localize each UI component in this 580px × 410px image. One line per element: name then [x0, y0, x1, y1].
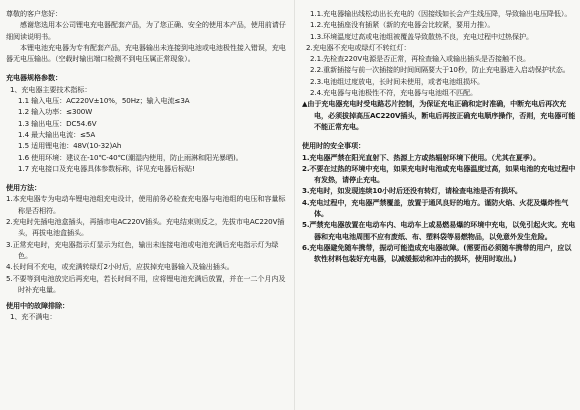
fault-item: 2.3.电池组过度放电，长时间未使用，或者电池组损坏。	[310, 76, 484, 86]
spec-title: 充电器规格参数：	[6, 73, 62, 83]
intro-paragraph-2: 本锂电池充电器为专有配套产品，充电器输出未连接到电池或电池极性接入错误，充电器无电压输出。（空载时输出端口检测不到电压属正常现象）。	[6, 42, 286, 64]
safety-item: 4.充电过程中，充电器严禁覆盖，放置于通风良好的地方。谨防火焰、火花及爆炸性气体。	[302, 197, 569, 219]
spec-subtitle: 1、充电器主要技术指标：	[10, 84, 92, 94]
spec-item: 1.4 最大输出电流：≤5A	[18, 129, 96, 139]
fault-subtitle: 1、充不满电：	[10, 312, 57, 322]
fault-item: 2.1.先检查220V电源是否正常，再检查输入或输出插头是否接触不良。	[310, 54, 530, 64]
warning-note: ▲由于充电器充电时受电路芯片控制，为保证充电正确和定时准确，中断充电后再次充电，必须拔掉高压AC220V插头，断电后再按正确充电顺序操作，否则，充电器可能不能正常充电。	[302, 99, 576, 131]
safety-item: 5.严禁充电器放置在电动车内、电动车上或易燃易爆的环境中充电，以免引起火灾。充电器和充电电池周围不应有废纸、布、塑料袋等易燃物品，以免意外发生危险。	[302, 220, 576, 241]
greeting: 尊敬的客户您好：	[6, 9, 62, 18]
spec-item: 1.6 使用环境：建议在-10℃-40℃(潮湿内使用，防止雨淋和阳光暴晒)。	[18, 152, 243, 162]
fault-item: 2.4.充电器与电池极性不符，充电器与电池组不匹配。	[310, 88, 477, 98]
spec-item: 1.7 充电接口及充电器具体参数标称，详见充电器后标贴!	[18, 163, 195, 173]
usage-item: 1.本充电器专为电动车锂电池组充电设计，使用前务必检查充电器与电池组的电压和容量标称是否相符。	[6, 194, 286, 215]
safety-item: 3.充电时，如发现连续10小时后还没有转灯，请检查电池是否有损坏。	[302, 186, 522, 196]
fault-item: 1.1.充电器输出线松动出长充电的（因接线如长会产生线压降，导致输出电压降低）。	[310, 9, 572, 18]
usage-item: 5.不要等到电池放完后再充电，若长时间不用，应将锂电池充满后放置，并在一二个月内及时补充电量。	[6, 273, 286, 294]
safety-item: 2.不要在过热的环境中充电，如果充电时电池或充电器温度过高，如果电池的充电过程中有发热，请停止充电。	[302, 163, 576, 185]
spec-item: 1.5 适用锂电池：48V(10-32)Ah	[18, 141, 122, 151]
spec-item: 1.3 输出电压：DC54.6V	[18, 118, 97, 128]
usage-item: 4.长时间不充电，或充满转绿灯2小时后，应拔掉充电器输入及输出插头。	[6, 262, 234, 272]
safety-item: 1.充电器严禁在阳光直射下、热源上方或热辐射环境下使用。（尤其在夏季）。	[302, 152, 541, 162]
usage-item: 3.正常充电时，充电器指示灯显示为红色，输出未连接电池或电池充满后充电指示灯为绿色。	[6, 239, 279, 260]
fault-subtitle-2: 2.充电器不充电或绿灯不转红灯：	[306, 42, 411, 52]
safety-title: 使用时的安全事项：	[302, 141, 365, 151]
safety-item: 6.充电器避免随车携带，振动可能造成充电器故障。(需要而必须随车携带的用户，应以软性材料包装好充电器，以减缓振动和冲击的损坏，使用时取出。)	[302, 242, 572, 264]
right-column	[302, 8, 576, 406]
spec-item: 1.1 输入电压：AC220V±10%，50Hz；输入电流≤3A	[18, 96, 190, 106]
fault-title: 使用中的故障排除：	[6, 301, 69, 311]
column-divider	[294, 0, 295, 410]
fault-item: 1.2.充电插座没有插紧（新的充电器会比较紧，要用力推）。	[310, 20, 495, 30]
usage-title: 使用方法：	[6, 183, 41, 193]
intro-paragraph-1: 感谢您选用本公司锂电充电器配套产品，为了您正确、安全的使用本产品，使用前请仔细阅读说明书。	[6, 20, 286, 41]
fault-item: 1.3.环境温度过高或电池组被覆盖导致散热不良，充电过程中过热保护。	[310, 31, 533, 41]
fault-item: 2.2.重新插接与前一次插接的时间间隔要大于10秒，防止充电器进入启动保护状态。	[310, 65, 570, 75]
usage-item: 2.充电时先插电池盒插头，再插市电AC220V插头。充电结束则反之，先拔市电AC220V插头，再拔电池盒插头。	[6, 217, 285, 238]
spec-item: 1.2 输入功率：≤300W	[18, 107, 93, 117]
left-column	[6, 8, 288, 406]
